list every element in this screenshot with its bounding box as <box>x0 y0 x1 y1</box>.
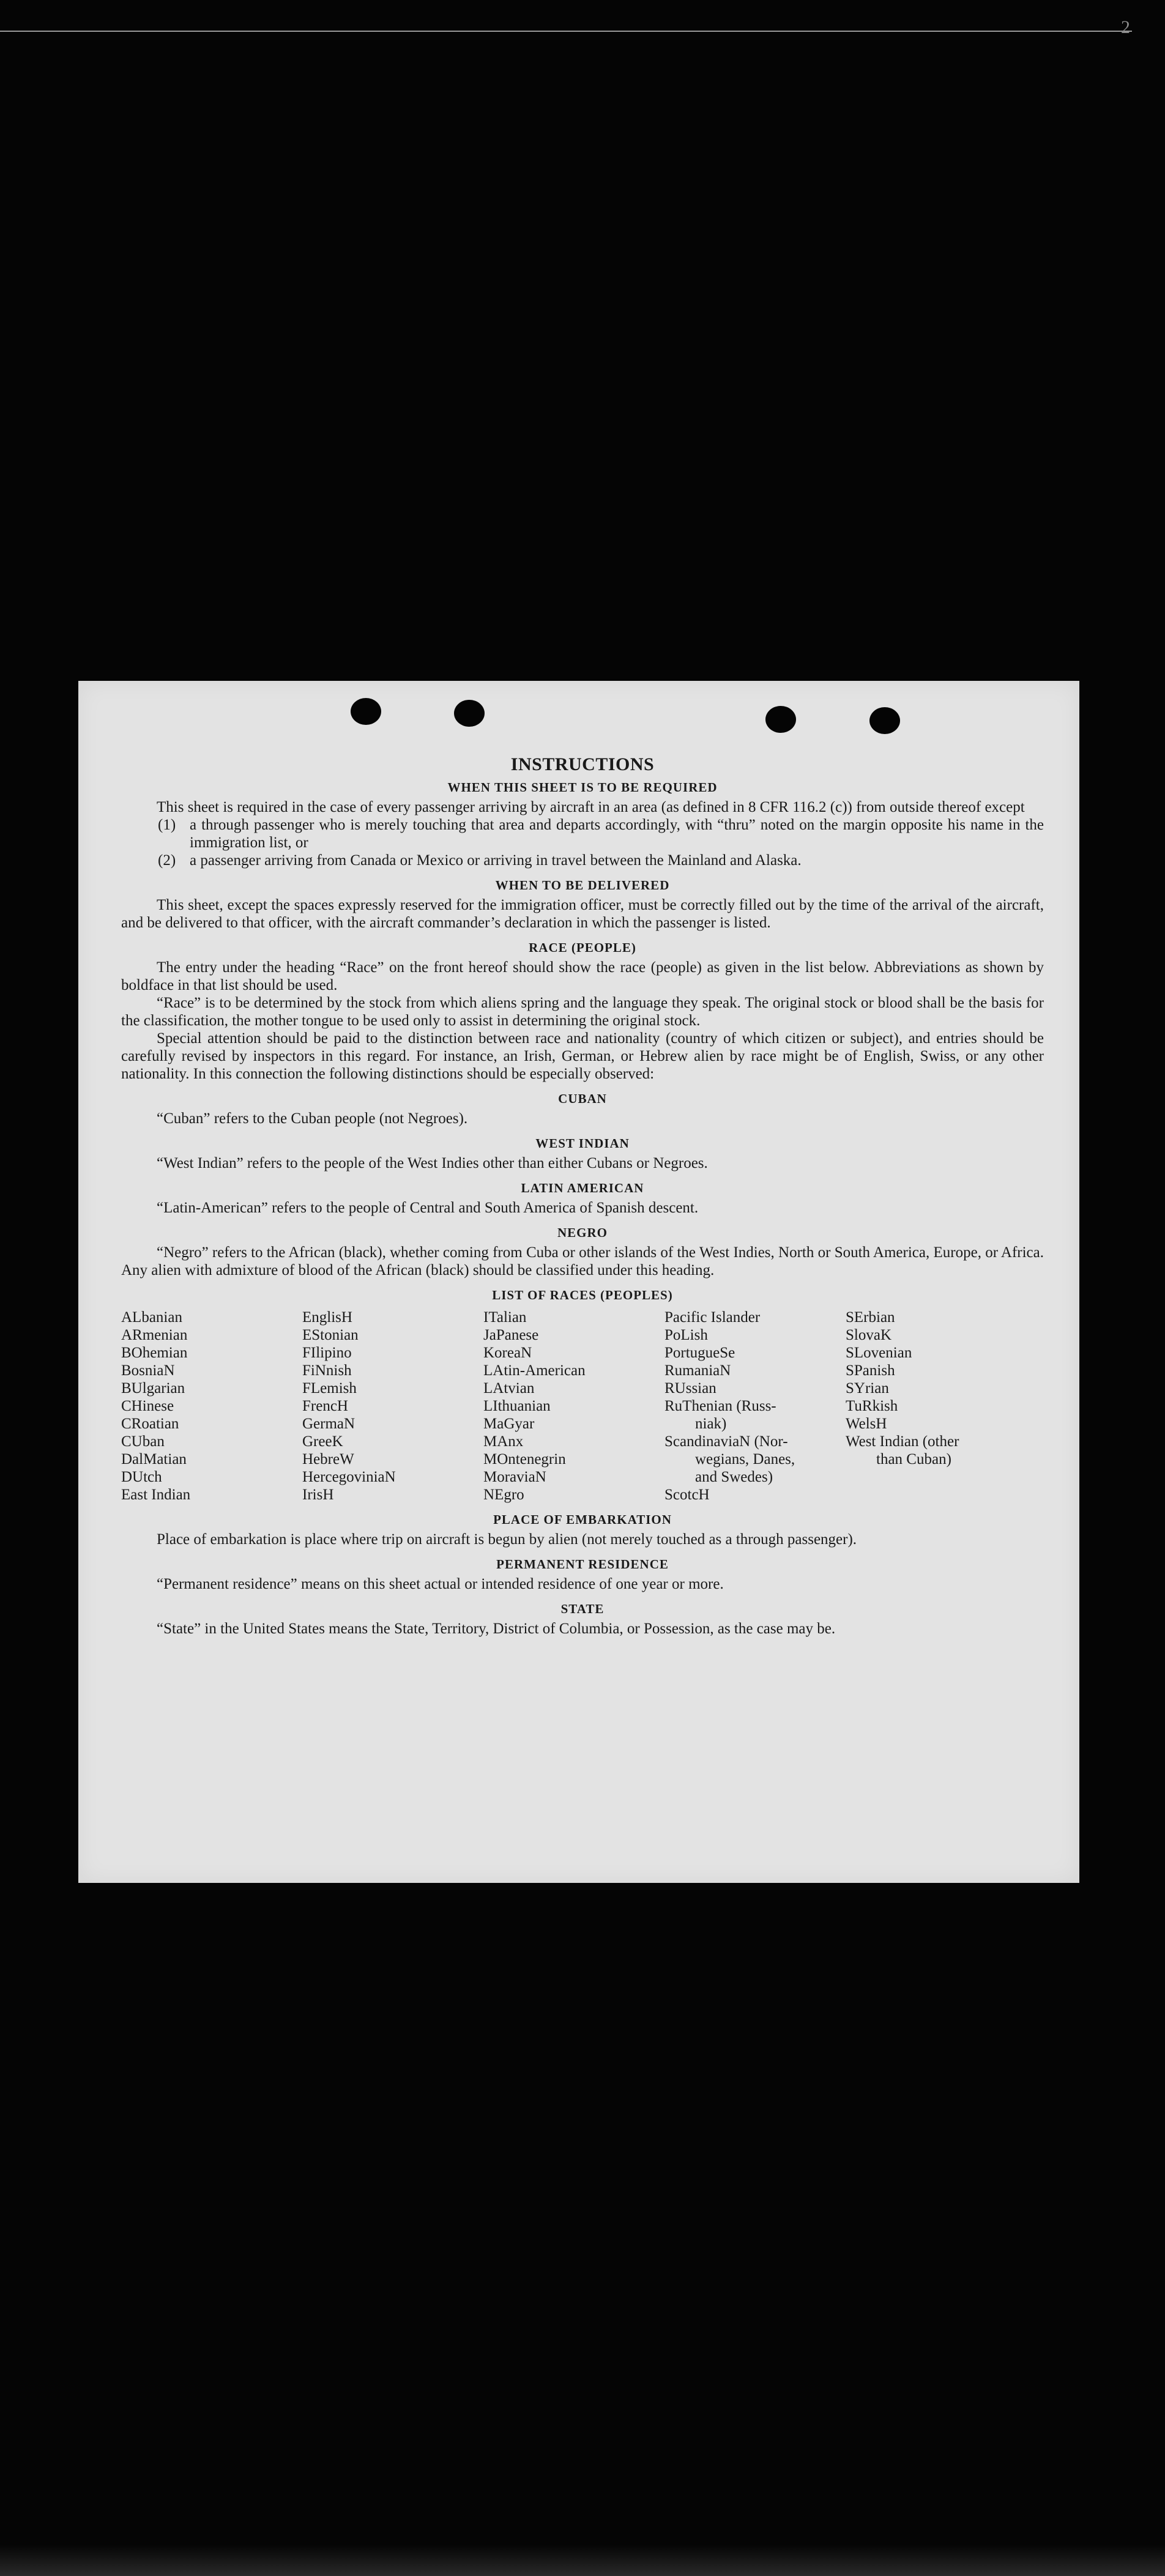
race-entry: LAtvian <box>483 1380 535 1397</box>
para-negro: “Negro” refers to the African (black), whether coming from Cuba or other islands of the West Indies, North or South America, Europe, or Africa. Any alien with admixture of blood of the African (black) should be classified under this heading. <box>121 1244 1044 1279</box>
race-entry: NEgro <box>483 1487 524 1503</box>
race-entry: FiNnish <box>302 1362 352 1379</box>
race-entry: ScandinaviaN (Nor- <box>664 1433 788 1450</box>
race-entry: RumaniaN <box>664 1362 731 1379</box>
races-column-3 <box>483 1308 664 1504</box>
punch-hole <box>765 706 796 733</box>
race-entry: GermaN <box>302 1416 355 1432</box>
list-item-text: a through passenger who is merely touching that area and departs accordingly, with “thru” noted on the margin opposite his name in the immigration list, or <box>190 817 1044 851</box>
heading-latin-american: LATIN AMERICAN <box>521 1181 644 1195</box>
race-entry: KoreaN <box>483 1345 532 1361</box>
race-entry-continuation: niak) <box>695 1416 727 1432</box>
race-entry: MOntenegrin <box>483 1451 566 1468</box>
race-entry: HercegoviniaN <box>302 1469 396 1485</box>
para-permanent-residence: “Permanent residence” means on this sheet actual or intended residence of one year or more. <box>157 1576 724 1592</box>
heading-embarkation: PLACE OF EMBARKATION <box>493 1512 672 1527</box>
race-entry: JaPanese <box>483 1327 539 1343</box>
race-entry: ScotcH <box>664 1487 710 1503</box>
corner-page-mark: 2 <box>1121 17 1130 37</box>
race-entry: SYrian <box>846 1380 889 1397</box>
para-latin-american: “Latin-American” refers to the people of Central and South America of Spanish descent. <box>157 1200 699 1216</box>
race-entry-continuation: and Swedes) <box>695 1469 773 1485</box>
race-entry: BUlgarian <box>121 1380 185 1397</box>
race-entry: Pacific Islander <box>664 1309 761 1326</box>
races-column-2 <box>302 1308 483 1504</box>
race-entry: ALbanian <box>121 1309 182 1326</box>
para-when-required: This sheet is required in the case of every passenger arriving by aircraft in an area (as defined in 8 CFR 116.2 (c)) from outside thereof except <box>157 799 1025 815</box>
para-race-definition: “Race” is to be determined by the stock from which aliens spring and the language they speak. The original stock or blood shall be the basis for the classification, the mother tongue to be used only to assist in determining the original stock. <box>121 995 1044 1029</box>
heading-list-of-races: LIST OF RACES (PEOPLES) <box>492 1288 673 1302</box>
heading-cuban: CUBAN <box>558 1091 607 1106</box>
para-when-delivered: This sheet, except the spaces expressly reserved for the immigration officer, must be correctly filled out by the time of the arrival of the aircraft, and be delivered to that officer, with the aircraft commander’s declaration in which the passenger is listed. <box>121 897 1044 931</box>
heading-permanent-residence: PERMANENT RESIDENCE <box>496 1557 669 1572</box>
heading-west-indian: WEST INDIAN <box>535 1136 630 1151</box>
races-column-1 <box>121 1308 302 1504</box>
race-entry: DalMatian <box>121 1451 187 1468</box>
race-entry: EnglisH <box>302 1309 352 1326</box>
race-entry: SErbian <box>846 1309 895 1326</box>
race-entry: RUssian <box>664 1380 716 1397</box>
race-entry: IrisH <box>302 1487 334 1503</box>
list-item <box>158 816 1044 852</box>
race-entry: DUtch <box>121 1469 162 1485</box>
punch-hole <box>869 707 900 734</box>
race-entry: FrencH <box>302 1398 348 1414</box>
race-entry: CHinese <box>121 1398 174 1414</box>
races-column-4 <box>664 1308 846 1504</box>
list-item <box>158 852 1044 869</box>
heading-negro: NEGRO <box>557 1225 608 1240</box>
race-entry: BosniaN <box>121 1362 175 1379</box>
punch-hole <box>351 698 381 725</box>
race-entry: PoLish <box>664 1327 708 1343</box>
race-entry: LAtin-American <box>483 1362 586 1379</box>
punch-hole <box>454 700 485 727</box>
race-entry: FIlipino <box>302 1345 352 1361</box>
race-entry: EStonian <box>302 1327 359 1343</box>
scan-bottom-edge <box>0 2545 1165 2576</box>
race-entry: ITalian <box>483 1309 527 1326</box>
para-cuban: “Cuban” refers to the Cuban people (not Negroes). <box>157 1110 468 1127</box>
race-entry: FLemish <box>302 1380 357 1397</box>
race-entry: East Indian <box>121 1487 191 1503</box>
para-race-nationality: Special attention should be paid to the distinction between race and nationality (country of which citizen or subject), and entries should be carefully revised by inspectors in this regard. For instance, an Irish, German, or Hebrew alien by race might be of English, Swiss, or any other nationality. In this connection the following distinctions should be especially observed: <box>121 1030 1044 1082</box>
race-entry: MoraviaN <box>483 1469 546 1485</box>
race-entry: SLovenian <box>846 1345 912 1361</box>
para-west-indian: “West Indian” refers to the people of the West Indies other than either Cubans or Negroes. <box>157 1155 708 1171</box>
race-entry: MAnx <box>483 1433 524 1450</box>
race-entry: CUban <box>121 1433 165 1450</box>
race-entry: GreeK <box>302 1433 343 1450</box>
race-entry: MaGyar <box>483 1416 535 1432</box>
race-entry: SPanish <box>846 1362 895 1379</box>
list-item-number: (1) <box>158 817 176 833</box>
scan-border-line <box>0 31 1132 32</box>
races-list <box>121 1308 1044 1504</box>
race-entry: RuThenian (Russ- <box>664 1398 776 1414</box>
race-entry-continuation: wegians, Danes, <box>695 1451 795 1468</box>
race-entry: SlovaK <box>846 1327 891 1343</box>
para-embarkation: Place of embarkation is place where trip on aircraft is begun by alien (not merely touched as a through passenger). <box>157 1531 857 1548</box>
heading-when-delivered: WHEN TO BE DELIVERED <box>495 878 670 893</box>
list-item-number: (2) <box>158 852 176 869</box>
heading-when-required: WHEN THIS SHEET IS TO BE REQUIRED <box>447 780 718 795</box>
race-entry: TuRkish <box>846 1398 898 1414</box>
race-entry: PortugueSe <box>664 1345 735 1361</box>
race-entry: HebreW <box>302 1451 354 1468</box>
race-entry: CRoatian <box>121 1416 179 1432</box>
race-entry: BOhemian <box>121 1345 188 1361</box>
list-item-text: a passenger arriving from Canada or Mexico or arriving in travel between the Mainland and Alaska. <box>190 852 802 869</box>
race-entry: West Indian (other <box>846 1433 959 1450</box>
race-entry-continuation: than Cuban) <box>876 1451 951 1468</box>
para-state: “State” in the United States means the State, Territory, District of Columbia, or Possession, as the case may be. <box>157 1620 836 1637</box>
page-title: INSTRUCTIONS <box>510 754 655 774</box>
race-entry: WelsH <box>846 1416 887 1432</box>
race-entry: LIthuanian <box>483 1398 551 1414</box>
document-sheet <box>78 681 1079 1883</box>
races-column-5 <box>846 1308 999 1504</box>
heading-race: RACE (PEOPLE) <box>529 940 636 955</box>
race-entry: ARmenian <box>121 1327 188 1343</box>
instructions-content <box>121 753 1044 1638</box>
para-race-entry: The entry under the heading “Race” on the front hereof should show the race (people) as given in the list below. Abbreviations as shown by boldface in that list should be used. <box>121 959 1044 993</box>
heading-state: STATE <box>560 1602 605 1616</box>
